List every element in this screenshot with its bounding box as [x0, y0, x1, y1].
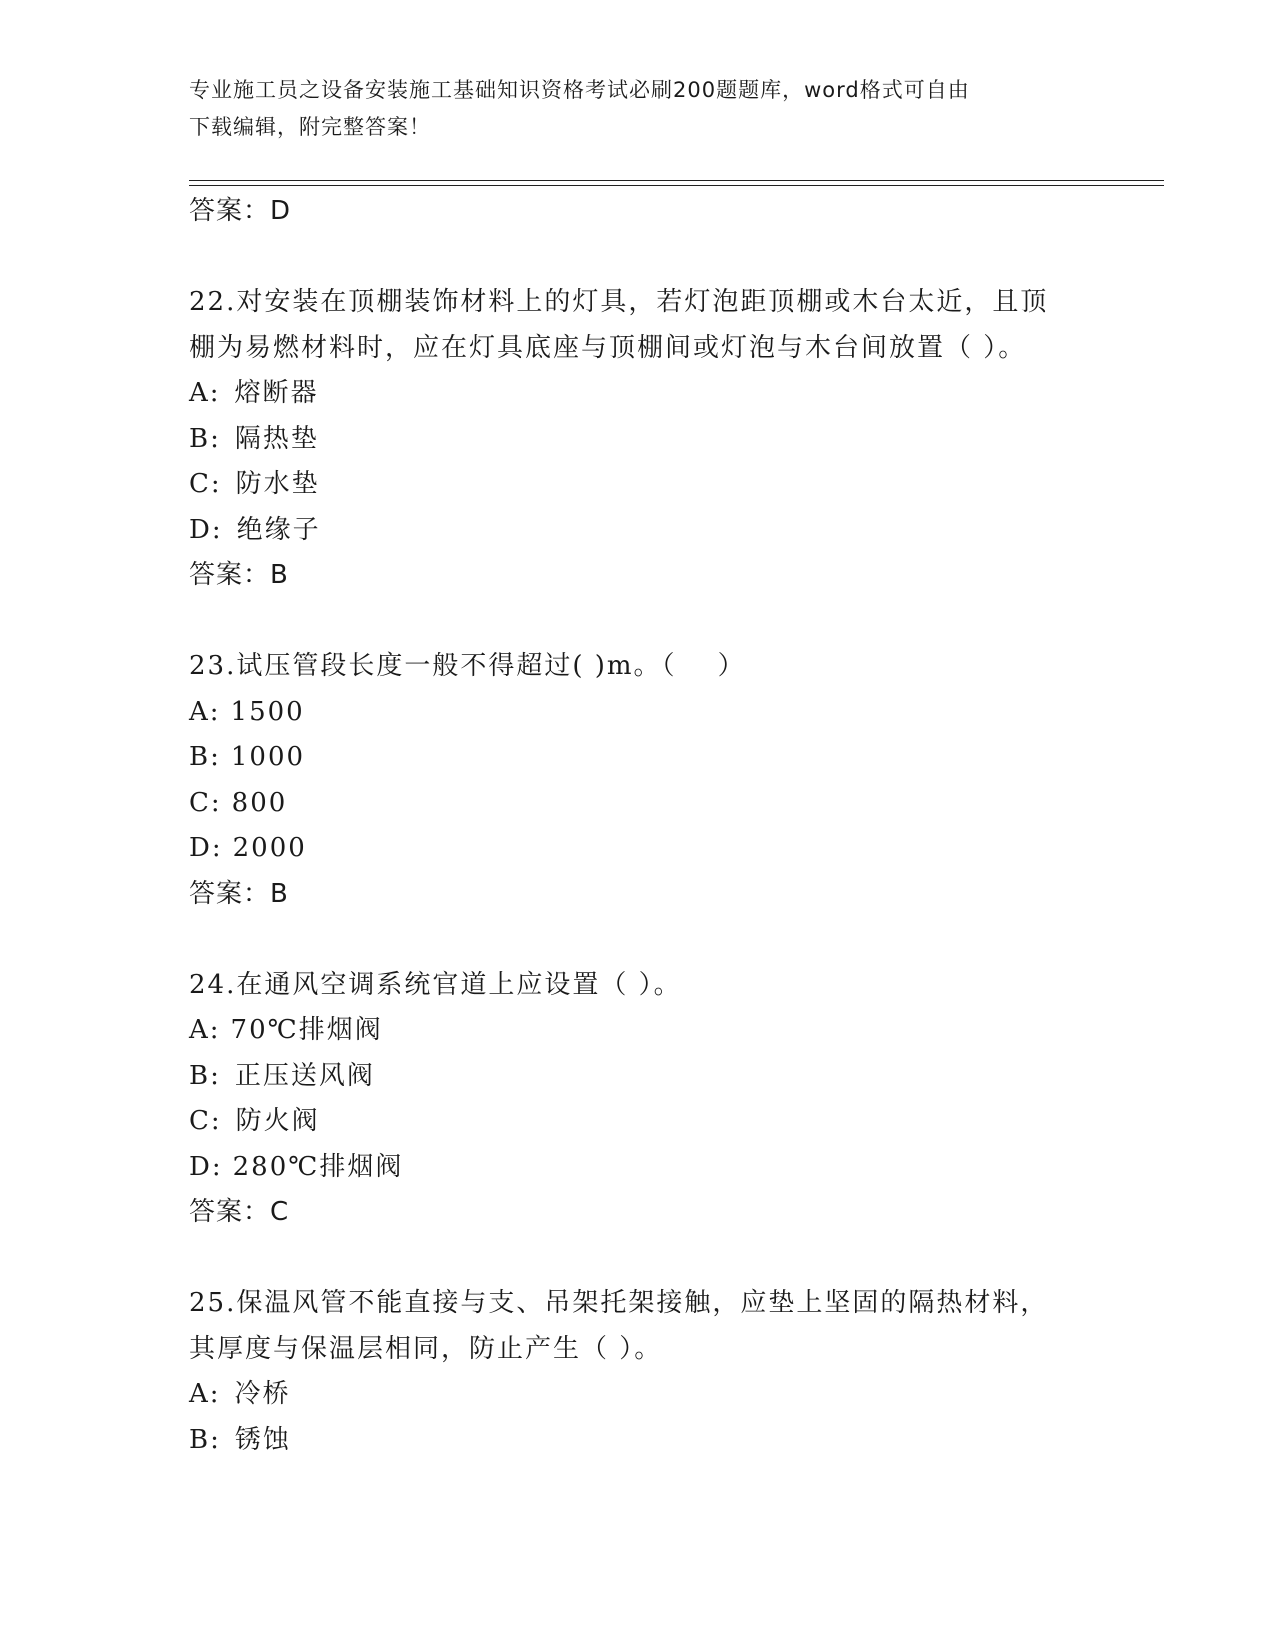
option-line	[189, 462, 1089, 508]
spacer	[189, 1236, 1089, 1282]
option-text: 锈蚀	[234, 1424, 291, 1455]
option-text: 熔断器	[234, 378, 319, 408]
question-block	[189, 1281, 1089, 1463]
option-key: A:	[189, 696, 221, 727]
option-key: D:	[189, 833, 223, 863]
option-key: B:	[189, 1060, 221, 1091]
option-text: 防水垫	[235, 469, 320, 499]
option-key: B:	[189, 742, 221, 772]
option-line	[189, 781, 1089, 827]
option-key: B:	[189, 1424, 221, 1455]
spacer	[189, 599, 1089, 645]
option-line	[189, 1372, 1089, 1418]
question-stem: 23.试压管段长度一般不得超过( )m。（ ）	[189, 651, 746, 681]
header-line-2: 下载编辑，附完整答案！	[189, 115, 431, 139]
spacer	[189, 917, 1089, 963]
header-divider-bottom	[189, 185, 1164, 186]
question-stem: 24.在通风空调系统官道上应设置（ ）。	[189, 969, 682, 1000]
option-key: D:	[189, 1151, 223, 1182]
option-key: A:	[189, 378, 221, 408]
option-text: 绝缘子	[236, 514, 321, 545]
answer-line: 答案：C	[189, 1197, 290, 1227]
option-line	[189, 1008, 1089, 1054]
option-line	[189, 826, 1089, 872]
option-key: A:	[189, 1379, 221, 1409]
question-stem: 其厚度与保温层相同，防止产生（ ）。	[189, 1333, 663, 1364]
option-key: C:	[189, 469, 222, 499]
header-line-1: 专业施工员之设备安装施工基础知识资格考试必刷200题题库，word格式可自由	[189, 78, 970, 102]
option-line	[189, 417, 1089, 463]
option-key: C:	[189, 787, 222, 818]
option-text: 800	[231, 787, 288, 818]
question-stem: 22.对安装在顶棚装饰材料上的灯具，若灯泡距顶棚或木台太近，且顶	[189, 287, 1049, 317]
answer-line: 答案：D	[189, 196, 292, 226]
option-key: A:	[189, 1015, 221, 1045]
option-line	[189, 1054, 1089, 1100]
option-text: 1500	[230, 696, 305, 727]
question-list	[189, 189, 1089, 1463]
question-stem: 25.保温风管不能直接与支、吊架托架接触，应垫上坚固的隔热材料，	[189, 1288, 1049, 1318]
option-line	[189, 1099, 1089, 1145]
header-divider-top	[189, 180, 1164, 181]
question-block	[189, 280, 1089, 599]
option-text: 70℃排烟阀	[230, 1015, 383, 1045]
option-text: 280℃排烟阀	[232, 1151, 404, 1182]
option-key: B:	[189, 423, 221, 454]
question-block	[189, 644, 1089, 917]
answer-line: 答案：B	[189, 560, 289, 590]
spacer	[189, 235, 1089, 281]
question-stem: 棚为易燃材料时，应在灯具底座与顶棚间或灯泡与木台间放置（ ）。	[189, 332, 1027, 363]
option-line	[189, 735, 1089, 781]
option-key: C:	[189, 1106, 222, 1136]
option-line	[189, 690, 1089, 736]
option-line	[189, 1145, 1089, 1191]
option-text: 隔热垫	[234, 423, 319, 454]
question-block	[189, 963, 1089, 1236]
option-text: 正压送风阀	[234, 1060, 375, 1091]
answer-line: 答案：B	[189, 878, 289, 909]
option-text: 1000	[230, 742, 306, 772]
option-text: 冷桥	[234, 1379, 291, 1409]
option-key: D:	[189, 514, 223, 545]
option-line	[189, 508, 1089, 554]
option-line	[189, 371, 1089, 417]
document-header	[189, 72, 1089, 146]
option-line	[189, 1418, 1089, 1464]
option-text: 2000	[232, 833, 307, 863]
option-text: 防火阀	[235, 1106, 320, 1136]
